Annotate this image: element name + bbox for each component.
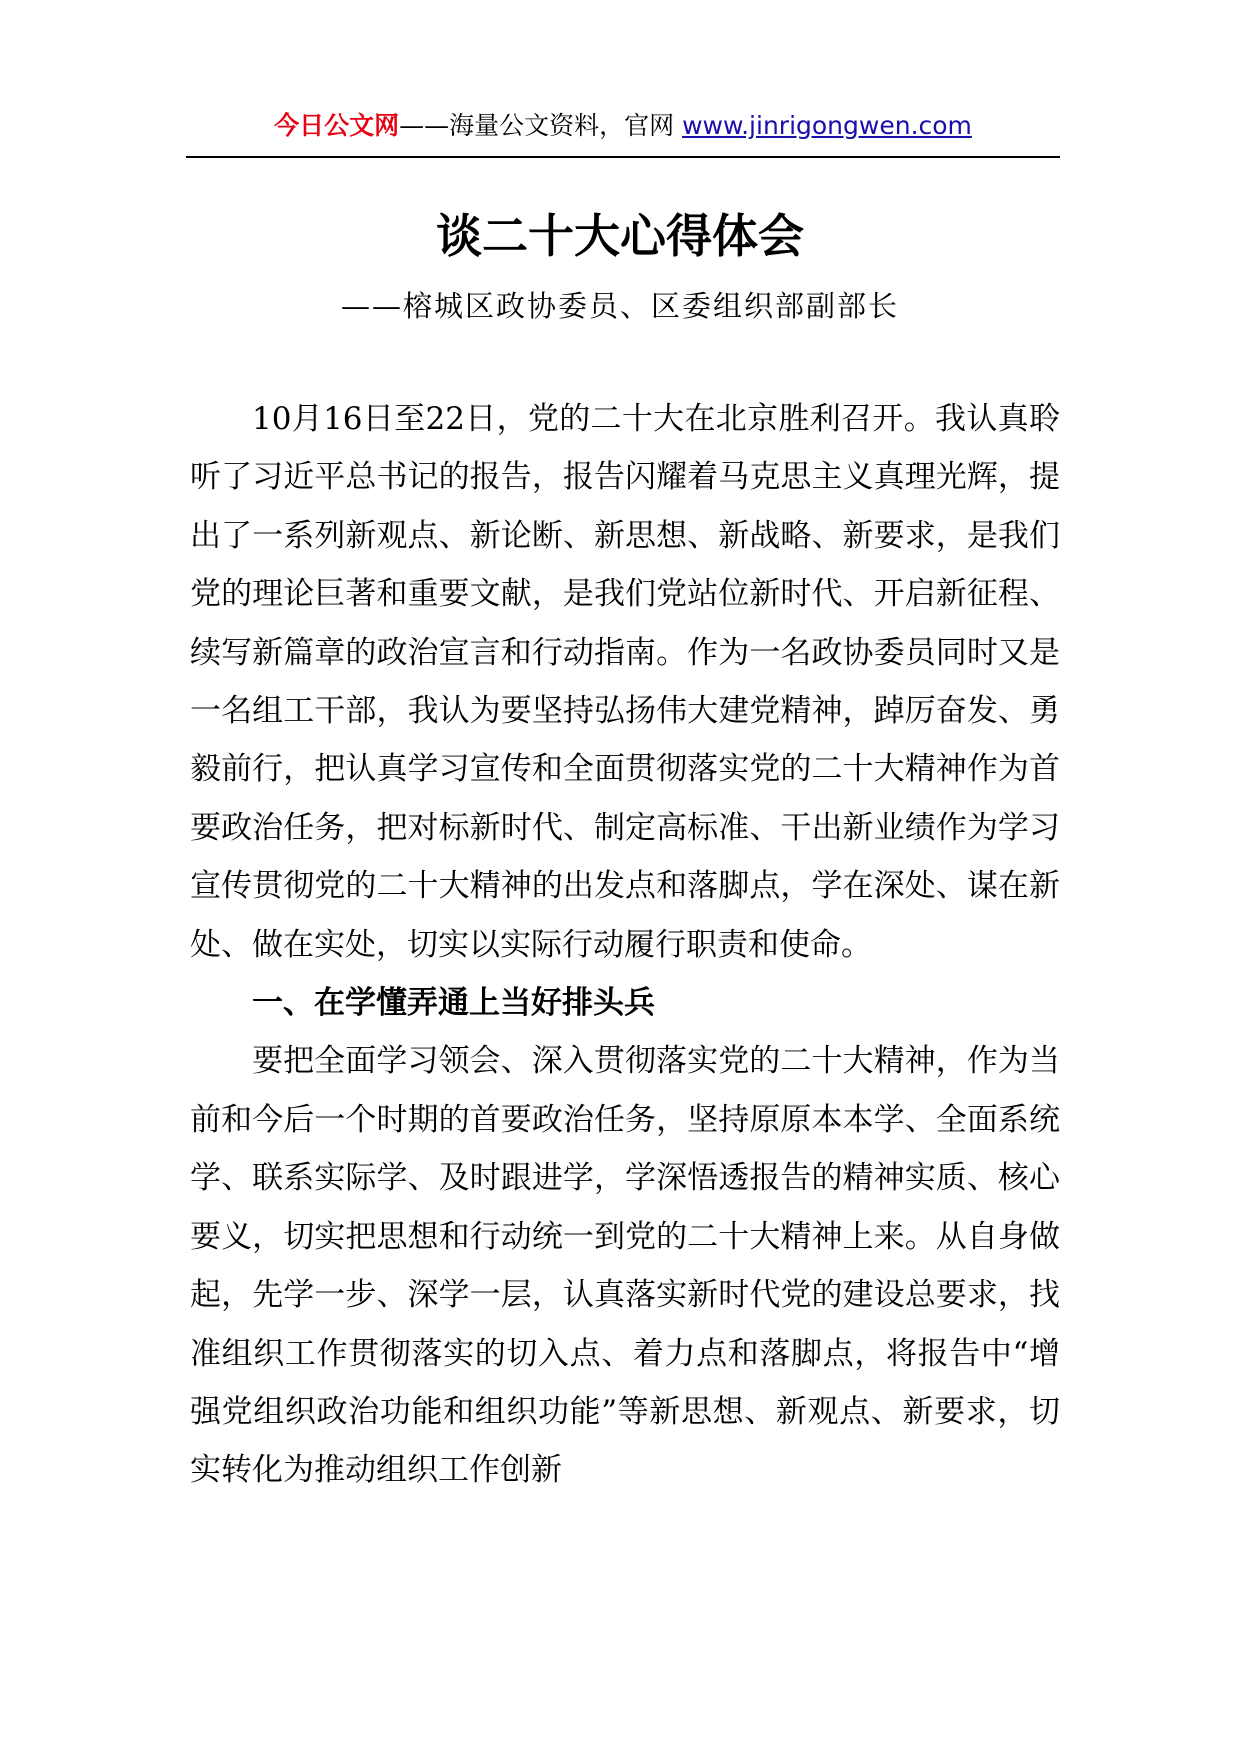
intro-paragraph: 10月16日至22日，党的二十大在北京胜利召开。我认真聆听了习近平总书记的报告，报告闪耀着马克思主义真理光辉，提出了一系列新观点、新论断、新思想、新战略、新要求，是我们党的理论巨著和重要文献，是我们党站位新时代、开启新征程、续写新篇章的政治宣言和行动指南。作为一名政协委员同时又是一名组工干部，我认为要坚持弘扬伟大建党精神，踔厉奋发、勇毅前行，把认真学习宣传和全面贯彻落实党的二十大精神作为首要政治任务，把对标新时代、制定高标准、干出新业绩作为学习宣传贯彻党的二十大精神的出发点和落脚点，学在深处、谋在新处、做在实处，切实以实际行动履行职责和使命。: [190, 401, 1060, 963]
header-description: 海量公文资料，官网: [449, 111, 675, 140]
brand-name[interactable]: 今日公文网: [274, 111, 400, 140]
section-paragraph: 要把全面学习领会、深入贯彻落实党的二十大精神，作为当前和今后一个时期的首要政治任务，坚持原原本本学、全面系统学、联系实际学、及时跟进学，学深悟透报告的精神实质、核心要义，切实把思想和行动统一到党的二十大精神上来。从自身做起，先学一步、深学一层，认真落实新时代党的建设总要求，找准组织工作贯彻落实的切入点、着力点和落脚点，将报告中“增强党组织政治功能和组织功能”等新思想、新观点、新要求，切实转化为推动组织工作创新: [190, 1043, 1060, 1489]
header-dash: ——: [399, 111, 450, 140]
document-body: [190, 390, 1060, 1500]
section-heading: 一、在学懂弄通上当好排头兵: [252, 985, 655, 1022]
document-title: 谈二十大心得体会: [436, 209, 804, 263]
page-header: [186, 108, 1060, 158]
document-subtitle: ——榕城区政协委员、区委组织部副部长: [340, 289, 899, 323]
website-link[interactable]: www.jinrigongwen.com: [682, 111, 972, 140]
